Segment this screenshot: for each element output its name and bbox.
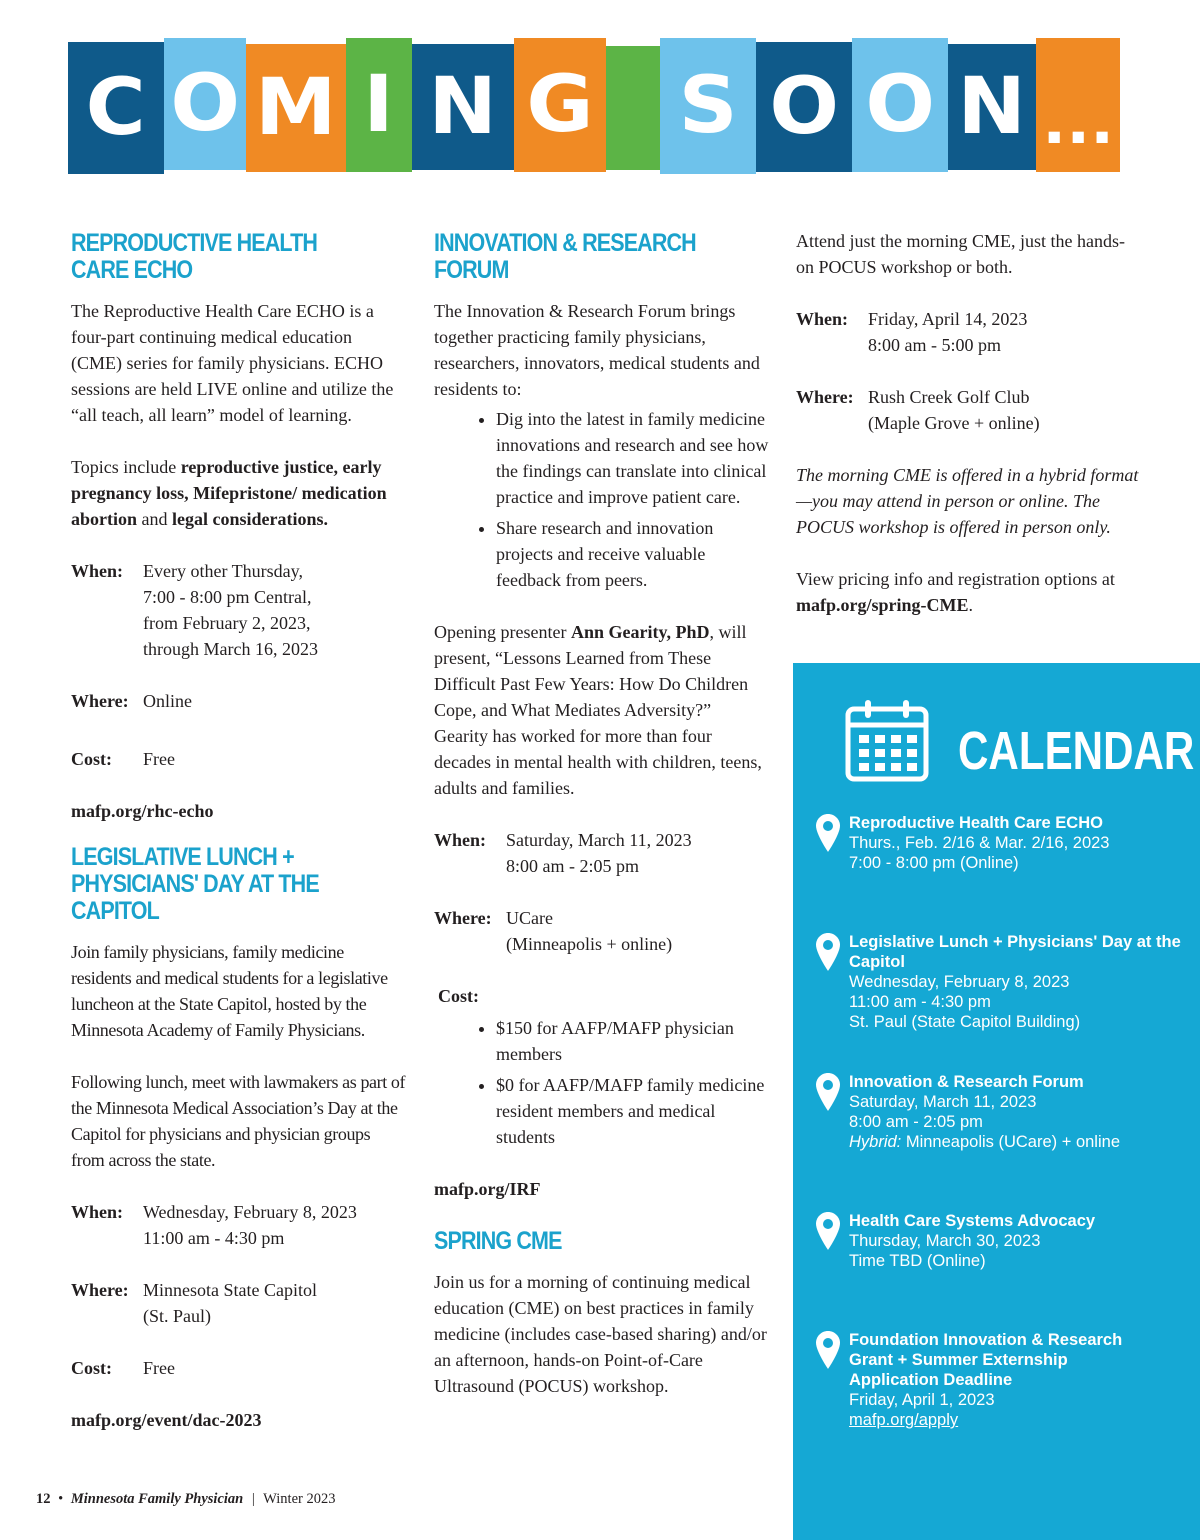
column-middle bbox=[434, 230, 769, 1425]
irf-cost-1: • $150 for AAFP/MAFP physician members bbox=[496, 1015, 769, 1067]
banner-tile-dots: ... bbox=[1036, 38, 1120, 172]
calendar-item-4: Health Care Systems Advocacy Thursday, March 30, 2023 Time TBD (Online) bbox=[849, 1211, 1189, 1271]
leg-heading: LEGISLATIVE LUNCH + PHYSICIANS' DAY AT THE CAPITOL bbox=[71, 843, 319, 925]
spring-view-link[interactable]: mafp.org/spring-CME bbox=[796, 595, 969, 615]
irf-bullets bbox=[434, 406, 769, 593]
column-right bbox=[796, 228, 1141, 644]
spring-note: The morning CME is offered in a hybrid format—you may attend in person or online. The POCUS workshop is offered in person only. bbox=[796, 465, 1139, 537]
irf-when: When: Saturday, March 11, 2023 8:00 am - 2:05 pm bbox=[434, 830, 692, 876]
rhc-when: When: Every other Thursday, 7:00 - 8:00 pm Central, from February 2, 2023, through March 16, 2023 bbox=[71, 561, 318, 659]
spring-view: View pricing info and registration options at mafp.org/spring-CME. bbox=[796, 569, 1115, 615]
spring-where: Where: Rush Creek Golf Club (Maple Grove + online) bbox=[796, 387, 1040, 433]
spring-attend: Attend just the morning CME, just the hands-on POCUS workshop or both. bbox=[796, 231, 1125, 277]
rhc-heading: REPRODUCTIVE HEALTH CARE ECHO bbox=[71, 229, 318, 284]
spring-intro: Join us for a morning of continuing medical education (CME) on best practices in family medicine (includes case-based sharing) and/or an afternoon, hands-on Point-of-Care Ultrasound (POCUS) workshop. bbox=[434, 1272, 767, 1396]
irf-cost-2: • $0 for AAFP/MAFP family medicine resident members and medical students bbox=[496, 1072, 769, 1150]
leg-p1: Join family physicians, family medicine residents and medical students for a legislative luncheon at the State Capitol, hosted by the Minnesota Academy of Family Physicians. bbox=[71, 942, 388, 1040]
column-left bbox=[71, 230, 406, 1459]
rhc-intro: The Reproductive Health Care ECHO is a four-part continuing medical education (CME) series for family physicians. ECHO sessions are held LIVE online and utilize the “all teach, all learn” model of learning. bbox=[71, 301, 394, 425]
banner-tile-m: M bbox=[246, 44, 346, 172]
banner-tile-c: C bbox=[68, 42, 164, 174]
banner-tile-o2: O bbox=[756, 42, 852, 172]
banner-tile-g: G bbox=[514, 38, 606, 172]
irf-cost-label: Cost: bbox=[438, 986, 479, 1006]
calendar-item-1: Reproductive Health Care ECHO Thurs., Feb. 2/16 & Mar. 2/16, 2023 7:00 - 8:00 pm (Online) bbox=[849, 813, 1189, 873]
banner-tile-o3: O bbox=[852, 38, 948, 172]
calendar-icon bbox=[845, 699, 929, 783]
location-pin-icon bbox=[815, 932, 841, 972]
page-footer: 12 • Minnesota Family Physician | Winter 2023 bbox=[36, 1491, 336, 1507]
spring-when: When: Friday, April 14, 2023 8:00 am - 5:00 pm bbox=[796, 309, 1028, 355]
rhc-link[interactable]: mafp.org/rhc-echo bbox=[71, 801, 214, 821]
calendar-item-2: Legislative Lunch + Physicians' Day at the Capitol Wednesday, February 8, 2023 11:00 am - 4:30 pm St. Paul (State Capitol Building) bbox=[849, 932, 1189, 1032]
banner-tile-n2: N bbox=[948, 44, 1036, 170]
calendar-panel bbox=[793, 663, 1200, 1540]
location-pin-icon bbox=[815, 813, 841, 853]
spring-heading: SPRING CME bbox=[434, 1227, 562, 1255]
irf-where: Where: UCare (Minneapolis + online) bbox=[434, 908, 673, 954]
leg-cost: Cost: Free bbox=[71, 1358, 175, 1378]
calendar-item-5: Foundation Innovation & Research Grant + Summer Externship Application Deadline Friday, April 1, 2023 mafp.org/apply bbox=[849, 1330, 1159, 1430]
banner-tile-n: N bbox=[412, 44, 514, 170]
leg-when: When: Wednesday, February 8, 2023 11:00 am - 4:30 pm bbox=[71, 1202, 357, 1248]
irf-bullet-2: • Share research and innovation projects and receive valuable feedback from peers. bbox=[496, 515, 769, 593]
banner-tile-s: S bbox=[660, 38, 756, 174]
banner-tile-gap bbox=[606, 46, 660, 170]
rhc-where: Where: Online bbox=[71, 691, 192, 711]
calendar-title: CALENDAR bbox=[958, 721, 1195, 781]
magazine-name: Minnesota Family Physician bbox=[70, 1491, 244, 1507]
irf-heading: INNOVATION & RESEARCH FORUM bbox=[434, 229, 696, 284]
irf-presenter: Opening presenter Ann Gearity, PhD, will present, “Lessons Learned from These Difficult Past Few Years: How Do Children Cope, and What Mediates Adversity?” Gearity has worked for more than four decades in mental health with children, teens, adults and families. bbox=[434, 622, 762, 798]
irf-intro: The Innovation & Research Forum brings together practicing family physicians, researchers, innovators, medical students and residents to: bbox=[434, 301, 760, 399]
coming-soon-banner bbox=[68, 38, 1120, 174]
leg-where: Where: Minnesota State Capitol (St. Paul) bbox=[71, 1280, 317, 1326]
banner-tile-i: I bbox=[346, 38, 412, 172]
irf-link[interactable]: mafp.org/IRF bbox=[434, 1179, 541, 1199]
leg-link[interactable]: mafp.org/event/dac-2023 bbox=[71, 1410, 262, 1430]
location-pin-icon bbox=[815, 1072, 841, 1112]
leg-p2: Following lunch, meet with lawmakers as part of the Minnesota Medical Association’s Day at the Capitol for physicians and physician groups from across the state. bbox=[71, 1072, 406, 1170]
rhc-cost: Cost: Free bbox=[71, 749, 175, 769]
rhc-topics: Topics include reproductive justice, early pregnancy loss, Mifepristone/ medication abortion and legal considerations. bbox=[71, 457, 387, 529]
location-pin-icon bbox=[815, 1330, 841, 1370]
calendar-item-3: Innovation & Research Forum Saturday, March 11, 2023 8:00 am - 2:05 pm Hybrid: Minneapolis (UCare) + online bbox=[849, 1072, 1189, 1152]
irf-bullet-1: • Dig into the latest in family medicine innovations and research and see how the findings can translate into clinical practice and improve patient care. bbox=[496, 406, 769, 510]
apply-link[interactable]: mafp.org/apply bbox=[849, 1411, 959, 1429]
irf-cost-bullets bbox=[434, 1015, 769, 1150]
page-number: 12 bbox=[36, 1491, 51, 1507]
banner-tile-o: O bbox=[164, 38, 246, 170]
issue-name: Winter 2023 bbox=[263, 1491, 336, 1507]
location-pin-icon bbox=[815, 1211, 841, 1251]
